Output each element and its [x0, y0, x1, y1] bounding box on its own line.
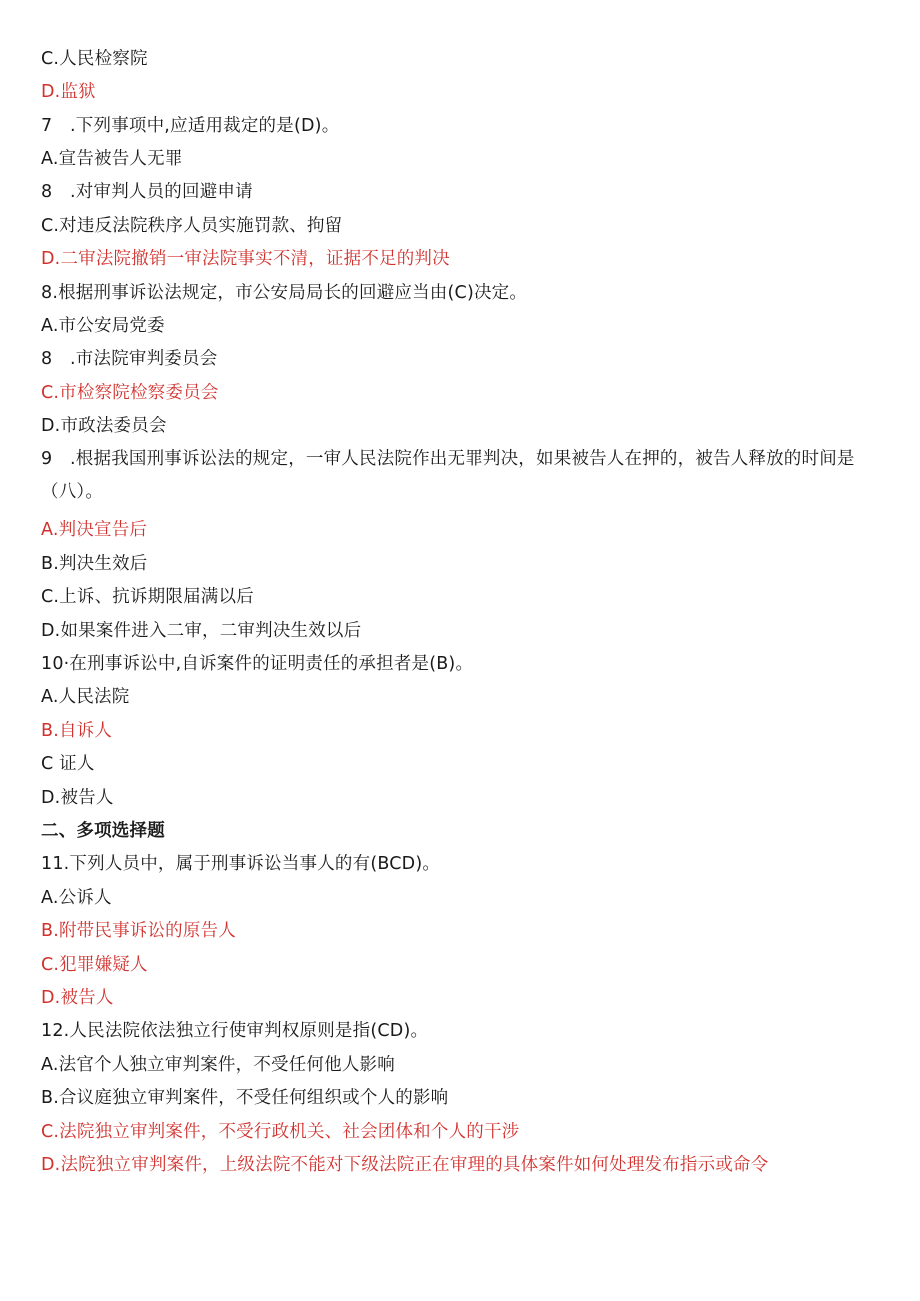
q8-option-c-answer: C.市检察院检察委员会 — [41, 383, 219, 403]
q11-option-d-answer: D.被告人 — [41, 988, 114, 1008]
section-heading-multiple-choice: 二、多项选择题 — [41, 821, 165, 841]
question-12: 12.人民法院依法独立行使审判权原则是指(CD)。 — [41, 1021, 429, 1041]
question-8: 8.根据刑事诉讼法规定，市公安局局长的回避应当由(C)决定。 — [41, 283, 528, 303]
q7-option-b: 8 .对审判人员的回避申请 — [41, 182, 253, 202]
q10-option-b-answer: B.自诉人 — [41, 721, 113, 741]
q7-option-a: A.宣告被告人无罪 — [41, 149, 183, 169]
question-11: 11.下列人员中，属于刑事诉讼当事人的有(BCD)。 — [41, 854, 441, 874]
q7-option-d-answer: D.二审法院撤销一审法院事实不清，证据不足的判决 — [41, 249, 450, 269]
q10-option-d: D.被告人 — [41, 788, 114, 808]
q12-option-d-answer: D.法院独立审判案件，上级法院不能对下级法院正在审理的具体案件如何处理发布指示或命令 — [41, 1155, 769, 1175]
question-10: 10·在刑事诉讼中,自诉案件的证明责任的承担者是(B)。 — [41, 654, 474, 674]
q7-option-c: C.对违反法院秩序人员实施罚款、拘留 — [41, 216, 343, 236]
q11-option-a: A.公诉人 — [41, 888, 112, 908]
option-d-prison-answer: D.监狱 — [41, 82, 96, 102]
question-7: 7 .下列事项中,应适用裁定的是(D)。 — [41, 116, 340, 136]
q12-option-a: A.法官个人独立审判案件，不受任何他人影响 — [41, 1055, 395, 1075]
q10-option-c: C 证人 — [41, 754, 95, 774]
q9-option-b: B.判决生效后 — [41, 554, 148, 574]
q11-option-b-answer: B.附带民事诉讼的原告人 — [41, 921, 236, 941]
option-c-procuratorate: C.人民检察院 — [41, 49, 148, 69]
question-9: 9 .根据我国刑事诉讼法的规定，一审人民法院作出无罪判决，如果被告人在押的，被告人释放的时间是（八）。 — [41, 449, 855, 502]
q11-option-c-answer: C.犯罪嫌疑人 — [41, 955, 148, 975]
q12-option-b: B.合议庭独立审判案件，不受任何组织或个人的影响 — [41, 1088, 449, 1108]
q8-option-a: A.市公安局党委 — [41, 316, 165, 336]
q8-option-d: D.市政法委员会 — [41, 416, 167, 436]
q9-option-c: C.上诉、抗诉期限届满以后 — [41, 587, 254, 607]
q9-option-a-answer: A.判决宣告后 — [41, 520, 148, 540]
q12-option-c-answer: C.法院独立审判案件，不受行政机关、社会团体和个人的干涉 — [41, 1122, 520, 1142]
q8-option-b: 8 .市法院审判委员会 — [41, 349, 218, 369]
q9-option-d: D.如果案件进入二审，二审判决生效以后 — [41, 621, 362, 641]
q10-option-a: A.人民法院 — [41, 687, 130, 707]
